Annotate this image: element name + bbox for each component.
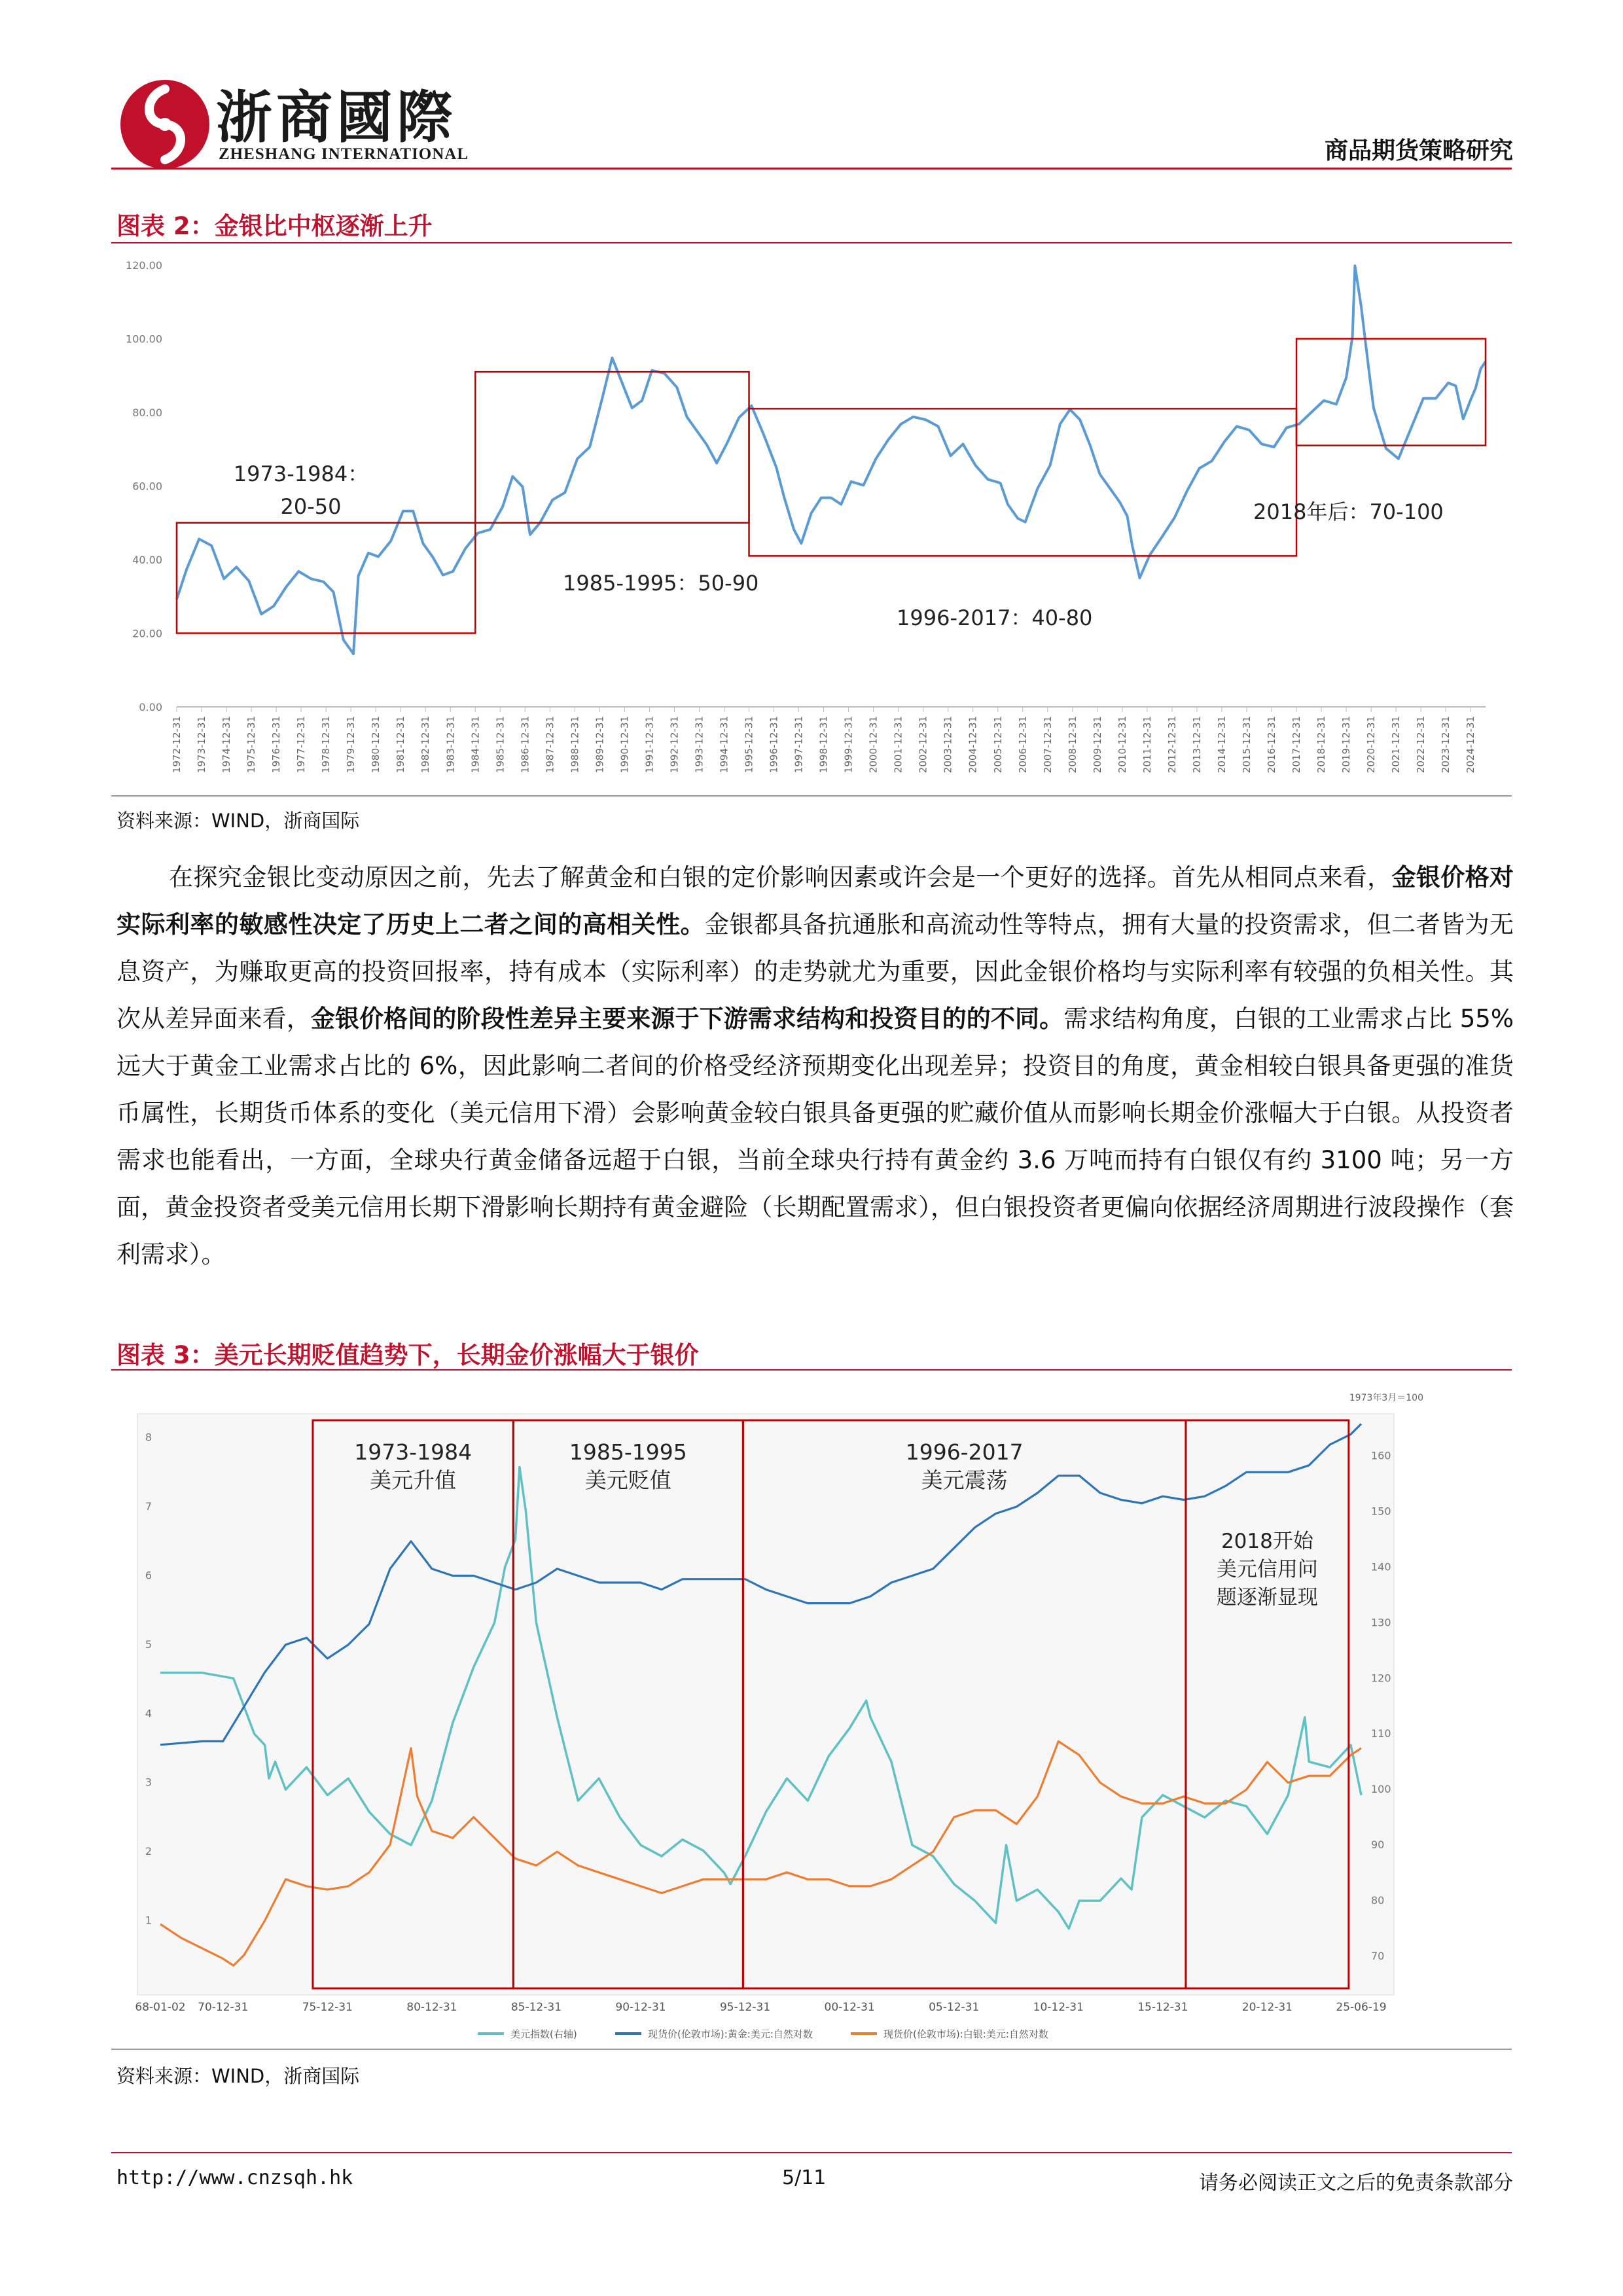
- period-label: 2018开始: [1221, 1530, 1313, 1553]
- left-axis-tick: 5: [145, 1638, 152, 1651]
- footer-url-link[interactable]: http://www.cnzsqh.hk: [116, 2166, 353, 2189]
- figure3-title-rule: [111, 1369, 1512, 1371]
- x-tick-label: 1980-12-31: [370, 716, 382, 774]
- x-tick-label: 2020-12-31: [1365, 716, 1378, 774]
- period-label: 1996-2017: [905, 1439, 1024, 1465]
- left-axis-tick: 6: [145, 1569, 152, 1582]
- x-tick-label: 2014-12-31: [1215, 716, 1228, 774]
- usd-gold-silver-chart: [111, 1381, 1512, 2055]
- period-label: 1973-1984: [354, 1439, 473, 1465]
- x-tick-label: 2022-12-31: [1415, 716, 1427, 774]
- figure3-bottom-rule: [111, 2049, 1512, 2050]
- right-axis-tick: 120: [1371, 1672, 1391, 1685]
- x-tick-label: 95-12-31: [719, 2001, 771, 2014]
- annotation-1985-1995: 1985-1995：50-90: [563, 571, 759, 596]
- x-tick-label: 75-12-31: [302, 2001, 353, 2014]
- right-axis-tick: 130: [1371, 1616, 1391, 1629]
- x-tick-label: 1992-12-31: [668, 716, 681, 774]
- logo-english-name: ZHESHANG INTERNATIONAL: [219, 145, 469, 163]
- x-tick-label: 1995-12-31: [743, 716, 755, 774]
- x-tick-label: 2015-12-31: [1240, 716, 1253, 774]
- x-tick-label: 2018-12-31: [1315, 716, 1328, 774]
- chart-background: [137, 1414, 1394, 1995]
- x-tick-label: 1994-12-31: [718, 716, 730, 774]
- logo-chinese-name: 浙商國際: [216, 84, 457, 151]
- x-tick-label: 80-12-31: [406, 2001, 457, 2014]
- y-tick-label: 60.00: [132, 480, 162, 493]
- annotation-1973-1984-range: 20-50: [280, 494, 342, 519]
- x-tick-label: 1996-12-31: [768, 716, 780, 774]
- x-tick-label: 2009-12-31: [1091, 716, 1103, 774]
- x-tick-label: 10-12-31: [1033, 2001, 1084, 2014]
- x-tick-label: 2000-12-31: [867, 716, 880, 774]
- x-tick-label: 1989-12-31: [594, 716, 606, 774]
- period-label: 美元贬值: [584, 1467, 671, 1493]
- annotation-1996-2017: 1996-2017：40-80: [897, 605, 1093, 630]
- left-axis-tick: 2: [145, 1845, 152, 1858]
- x-tick-label: 1986-12-31: [519, 716, 531, 774]
- footer-disclaimer: 请务必阅读正文之后的免责条款部分: [1199, 2172, 1513, 2195]
- x-tick-label: 1988-12-31: [569, 716, 581, 774]
- x-tick-label: 20-12-31: [1241, 2001, 1293, 2014]
- x-tick-label: 1979-12-31: [345, 716, 357, 774]
- legend-label: 美元指数(右轴): [510, 2028, 577, 2040]
- x-tick-label: 1978-12-31: [320, 716, 332, 774]
- period-label: 1985-1995: [569, 1439, 687, 1465]
- body-paragraph: [116, 854, 1514, 1278]
- x-tick-label: 1973-12-31: [196, 716, 208, 774]
- x-tick-label: 1977-12-31: [295, 716, 308, 774]
- y-tick-label: 20.00: [132, 627, 162, 640]
- x-tick-label: 1984-12-31: [469, 716, 482, 774]
- paragraph-bold-1: 金银价格对实际利率的敏感性决定了历史上二者之间的高相关性。: [116, 863, 1514, 939]
- y-tick-label: 0.00: [139, 701, 162, 713]
- left-axis-tick: 1: [145, 1914, 152, 1927]
- x-tick-label: 90-12-31: [615, 2001, 666, 2014]
- x-tick-label: 1981-12-31: [395, 716, 407, 774]
- left-axis-tick: 4: [145, 1707, 152, 1720]
- header-divider: [111, 168, 1512, 170]
- x-tick-label: 1997-12-31: [793, 716, 805, 774]
- figure3-source: 资料来源：WIND，浙商国际: [116, 2065, 360, 2087]
- x-tick-label: 1991-12-31: [643, 716, 656, 774]
- paragraph-text-3: 需求结构角度，白银的工业需求占比 55%远大于黄金工业需求占比的 6%，因此影响二者间的价格受经济预期变化出现差异；投资目的角度，黄金相较白银具备更强的准货币属性，长期货币体系的变化（美元信用下滑）会影响黄金较白银具备更强的贮藏价值从而影响长期金价涨幅大于白银。从投资者需求也能看出，一方面，全球央行黄金储备远超于白银，当前全球央行持有黄金约 3.6 万吨而持有白银仅有约 3100 吨；另一方面，黄金投资者受美元信用长期下滑影响长期持有黄金避险（长期配置需求），但白银投资者更偏向依据经济周期进行波段操作（套利需求）。: [116, 1005, 1514, 1268]
- paragraph-bold-2: 金银价格间的阶段性差异主要来源于下游需求结构和投资目的的不同。: [310, 1005, 1064, 1033]
- x-tick-label: 70-12-31: [198, 2001, 249, 2014]
- figure2-bottom-rule: [111, 795, 1512, 797]
- y-tick-label: 120.00: [126, 259, 162, 272]
- x-tick-label: 2004-12-31: [967, 716, 979, 774]
- paragraph-text-1: 在探究金银比变动原因之前，先去了解黄金和白银的定价影响因素或许会是一个更好的选择。首先从相同点来看，: [169, 863, 1392, 891]
- x-tick-label: 2023-12-31: [1440, 716, 1452, 774]
- x-tick-label: 1974-12-31: [221, 716, 233, 774]
- x-tick-label: 1990-12-31: [618, 716, 631, 774]
- legend-label: 现货价(伦敦市场):黄金:美元:自然对数: [648, 2028, 813, 2040]
- x-tick-label: 2005-12-31: [991, 716, 1004, 774]
- right-axis-tick: 100: [1371, 1783, 1391, 1796]
- company-logo-icon: [118, 77, 213, 172]
- right-axis-tick: 70: [1371, 1950, 1385, 1963]
- x-tick-label: 00-12-31: [824, 2001, 875, 2014]
- right-axis-tick: 80: [1371, 1894, 1385, 1907]
- x-tick-label: 2006-12-31: [1016, 716, 1029, 774]
- footer-page-number: 5/11: [782, 2166, 827, 2189]
- right-axis-tick: 160: [1371, 1449, 1391, 1462]
- x-tick-label: 25-06-19: [1336, 2001, 1387, 2014]
- annotation-1973-1984: 1973-1984：: [233, 461, 369, 486]
- figure2-title-rule: [111, 242, 1512, 243]
- x-tick-label: 2008-12-31: [1066, 716, 1079, 774]
- x-tick-label: 1998-12-31: [817, 716, 830, 774]
- x-tick-label: 1983-12-31: [444, 716, 457, 774]
- x-tick-label: 2007-12-31: [1041, 716, 1054, 774]
- x-tick-label: 2012-12-31: [1166, 716, 1178, 774]
- report-section-title: 商品期货策略研究: [1324, 137, 1513, 164]
- x-tick-label: 2002-12-31: [917, 716, 929, 774]
- x-tick-label: 1985-12-31: [494, 716, 507, 774]
- figure2-source: 资料来源：WIND，浙商国际: [116, 810, 360, 832]
- x-tick-label: 2021-12-31: [1390, 716, 1402, 774]
- x-tick-label: 2017-12-31: [1291, 716, 1303, 774]
- right-axis-tick: 150: [1371, 1505, 1391, 1518]
- footer-divider: [111, 2152, 1512, 2153]
- x-tick-label: 2019-12-31: [1340, 716, 1353, 774]
- gold-silver-ratio-chart: [111, 249, 1512, 798]
- y-tick-label: 80.00: [132, 406, 162, 419]
- base-note: 1973年3月＝100: [1349, 1393, 1423, 1403]
- x-tick-label: 1972-12-31: [171, 716, 183, 774]
- figure2-title: 图表 2：金银比中枢逐渐上升: [116, 212, 433, 240]
- right-axis-tick: 90: [1371, 1839, 1385, 1852]
- x-tick-label: 1982-12-31: [419, 716, 432, 774]
- x-tick-label: 2011-12-31: [1141, 716, 1153, 774]
- paragraph-text-2: 金银都具备抗通胀和高流动性等特点，拥有大量的投资需求，但二者皆为无息资产，为赚取更高的投资回报率，持有成本（实际利率）的走势就尤为重要，因此金银价格均与实际利率有较强的负相关性。其次从差异面来看，: [116, 910, 1514, 1033]
- right-axis-tick: 110: [1371, 1727, 1391, 1740]
- x-tick-label: 1975-12-31: [245, 716, 258, 774]
- x-tick-label: 68-01-02: [135, 2001, 186, 2014]
- x-tick-label: 1987-12-31: [544, 716, 556, 774]
- period-label: 美元信用问: [1216, 1558, 1318, 1581]
- right-axis-tick: 140: [1371, 1560, 1391, 1573]
- left-axis-tick: 8: [145, 1431, 152, 1444]
- period-label: 美元震荡: [921, 1467, 1008, 1493]
- x-tick-label: 1999-12-31: [842, 716, 855, 774]
- annotation-2018-after: 2018年后：70-100: [1253, 499, 1444, 524]
- x-tick-label: 1976-12-31: [270, 716, 283, 774]
- x-tick-label: 15-12-31: [1137, 2001, 1188, 2014]
- period-box: [177, 523, 475, 634]
- figure3-title: 图表 3：美元长期贬值趋势下，长期金价涨幅大于银价: [116, 1341, 699, 1369]
- x-tick-label: 2001-12-31: [892, 716, 904, 774]
- period-label: 美元升值: [370, 1467, 457, 1493]
- left-axis-tick: 7: [145, 1500, 152, 1513]
- x-tick-label: 1993-12-31: [693, 716, 705, 774]
- x-tick-label: 2010-12-31: [1116, 716, 1128, 774]
- gold-silver-ratio-line: [177, 266, 1486, 654]
- x-tick-label: 2013-12-31: [1190, 716, 1203, 774]
- y-tick-label: 100.00: [126, 332, 162, 346]
- x-tick-label: 2003-12-31: [942, 716, 954, 774]
- left-axis-tick: 3: [145, 1776, 152, 1789]
- x-tick-label: 85-12-31: [510, 2001, 562, 2014]
- period-label: 题逐渐显现: [1216, 1586, 1318, 1609]
- x-tick-label: 05-12-31: [929, 2001, 980, 2014]
- x-tick-label: 2024-12-31: [1465, 716, 1477, 774]
- x-tick-label: 2016-12-31: [1266, 716, 1278, 774]
- legend-label: 现货价(伦敦市场):白银:美元:自然对数: [883, 2028, 1048, 2040]
- y-tick-label: 40.00: [132, 554, 162, 566]
- period-box: [749, 408, 1297, 556]
